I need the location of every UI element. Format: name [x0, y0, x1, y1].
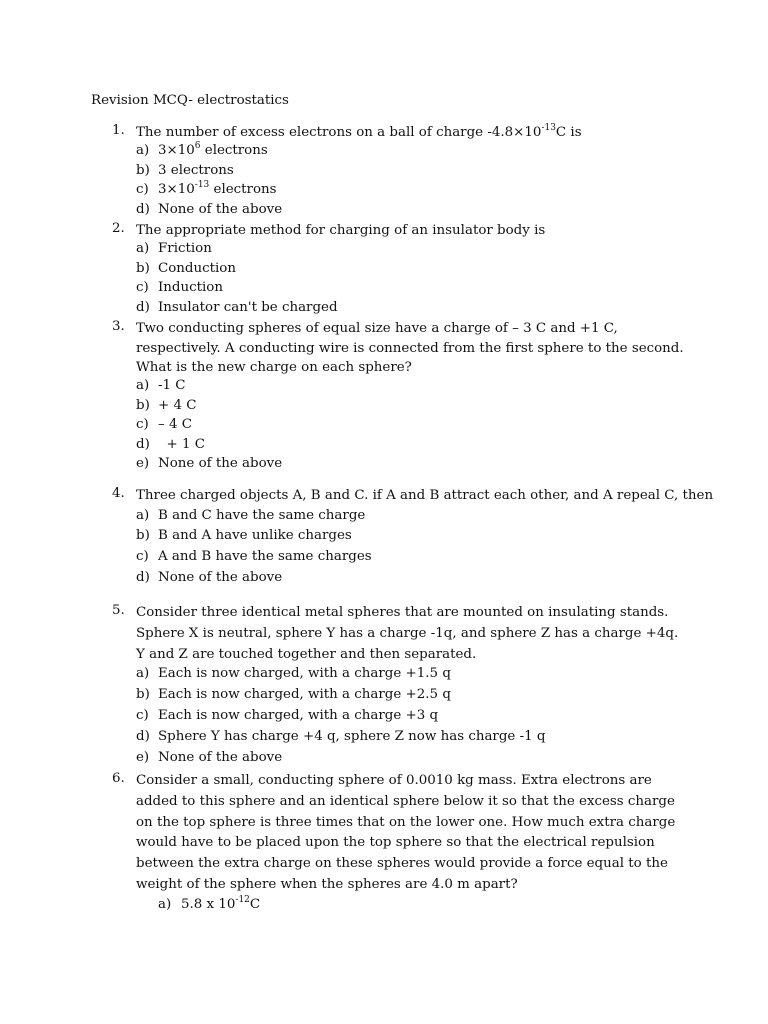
option-b: b) B and A have unlike charges [136, 528, 352, 543]
option-b: b) Conduction [136, 261, 236, 276]
option-b: b) + 4 C [136, 398, 197, 413]
question-number: 2. [112, 221, 125, 236]
question-text: Consider three identical metal spheres that are mounted on insulating stands. Sphere X is neutral, sphere Y has a charge -1q, and sphere Z has a charge +4q. Y and Z are touched together and then separated. [136, 605, 679, 662]
question-number: 5. [112, 603, 125, 618]
option-d: d) Insulator can't be charged [136, 300, 338, 315]
question-text: The number of excess electrons on a ball of charge $-4.8\times 10^{-13}C$ is [136, 123, 582, 140]
option-a: a) B and C have the same charge [136, 508, 366, 523]
question-number: 1. [112, 123, 125, 138]
option-d: d) None of the above [136, 570, 283, 585]
option-a: a) Friction [136, 241, 212, 256]
option-a: a) $3\times 10^6$ electrons [136, 141, 268, 158]
document-title: Revision MCQ- electrostatics [91, 93, 289, 108]
option-b: b) 3 electrons [136, 163, 234, 178]
option-e: e) None of the above [136, 750, 283, 765]
option-d: d) Sphere Y has charge +4 q, sphere Z now has charge -1 q [136, 729, 546, 744]
option-c: c) $3\times 10^{-13}$ electrons [136, 180, 277, 197]
question-text: Consider a small, conducting sphere of 0.0010 kg mass. Extra electrons are added to this sphere and an identical sphere below it so that the excess charge on the top sphere is three times that on the lower one. How much extra charge would have to be placed upon the top sphere so that the electrical repulsion between the extra charge on these spheres would provide a force equal to the weight of the sphere when the spheres are 4.0 m apart? [136, 773, 676, 892]
option-e: e) None of the above [136, 456, 283, 471]
question-number: 3. [112, 319, 125, 334]
question-text: Three charged objects A, B and C. if A and B attract each other, and A repeal C, then [136, 488, 714, 503]
option-c: c) A and B have the same charges [136, 549, 372, 564]
option-c: c) Induction [136, 280, 223, 295]
question-number: 4. [112, 486, 125, 501]
option-a: a) Each is now charged, with a charge +1.5 q [136, 666, 451, 681]
option-a: a) 5.8 x $10^{-12}C$ [158, 895, 261, 912]
option-a: a) -1 C [136, 378, 186, 393]
question-text: The appropriate method for charging of an insulator body is [136, 223, 546, 238]
option-b: b) Each is now charged, with a charge +2.5 q [136, 687, 451, 702]
option-c: c) Each is now charged, with a charge +3 q [136, 708, 439, 723]
question-text: Two conducting spheres of equal size have a charge of – 3 C and +1 C, respectively. A conducting wire is connected from the first sphere to the second. What is the new charge on each sphere? [136, 321, 684, 376]
option-d: d) + 1 C [136, 437, 206, 452]
option-c: c) – 4 C [136, 417, 192, 432]
question-number: 6. [112, 771, 125, 786]
option-d: d) None of the above [136, 202, 283, 217]
